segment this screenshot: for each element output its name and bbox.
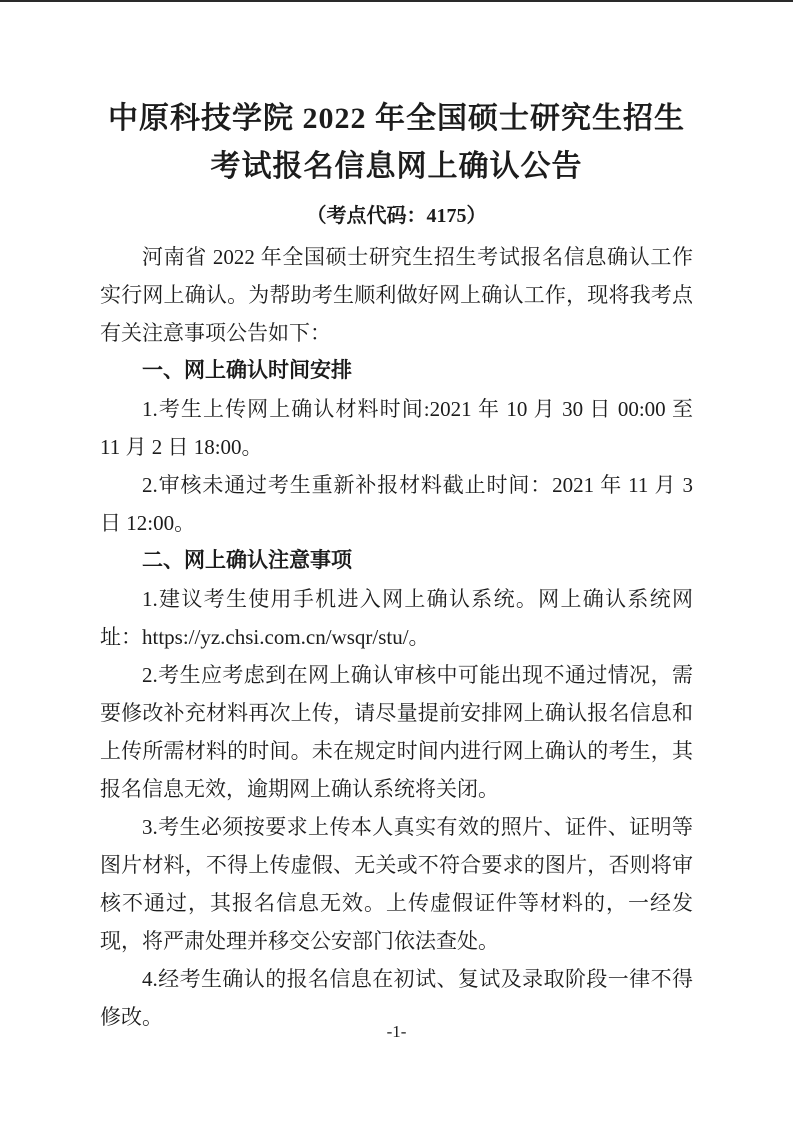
- document-title-line-2: 考试报名信息网上确认公告: [210, 150, 583, 183]
- exam-site-code: （考点代码：4175）: [306, 205, 487, 227]
- section-1-paragraph-2: 2.审核未通过考生重新补报材料截止时间：2021 年 11 月 3 日 12:00。: [100, 473, 693, 535]
- page-number: -1-: [386, 1022, 407, 1041]
- intro-paragraph: 河南省 2022 年全国硕士研究生招生考试报名信息确认工作实行网上确认。为帮助考生顺利做好网上确认工作，现将我考点有关注意事项公告如下：: [100, 245, 693, 345]
- section-2-paragraph-2: 2.考生应考虑到在网上确认审核中可能出现不通过情况，需要修改补充材料再次上传，请尽量提前安排网上确认报名信息和上传所需材料的时间。未在规定时间内进行网上确认的考生，其报名信息无效，逾期网上确认系统将关闭。: [100, 663, 693, 801]
- section-2-paragraph-1: 1.建议考生使用手机进入网上确认系统。网上确认系统网址：https://yz.chsi.com.cn/wsqr/stu/。: [100, 587, 693, 649]
- section-2-heading: 二、网上确认注意事项: [142, 549, 352, 572]
- section-1-paragraph-1: 1.考生上传网上确认材料时间:2021 年 10 月 30 日 00:00 至 11 月 2 日 18:00。: [100, 397, 693, 459]
- section-1-heading: 一、网上确认时间安排: [142, 359, 352, 382]
- document-content: [0, 2, 793, 1036]
- document-title-line-1: 中原科技学院 2022 年全国硕士研究生招生: [108, 102, 685, 135]
- section-2-paragraph-4: 4.经考生确认的报名信息在初试、复试及录取阶段一律不得修改。: [100, 967, 693, 1029]
- document-title: [100, 95, 693, 191]
- section-2-paragraph-3: 3.考生必须按要求上传本人真实有效的照片、证件、证明等图片材料，不得上传虚假、无关或不符合要求的图片，否则将审核不通过，其报名信息无效。上传虚假证件等材料的，一经发现，将严肃处理并移交公安部门依法查处。: [100, 815, 693, 953]
- document-body: [100, 238, 693, 1036]
